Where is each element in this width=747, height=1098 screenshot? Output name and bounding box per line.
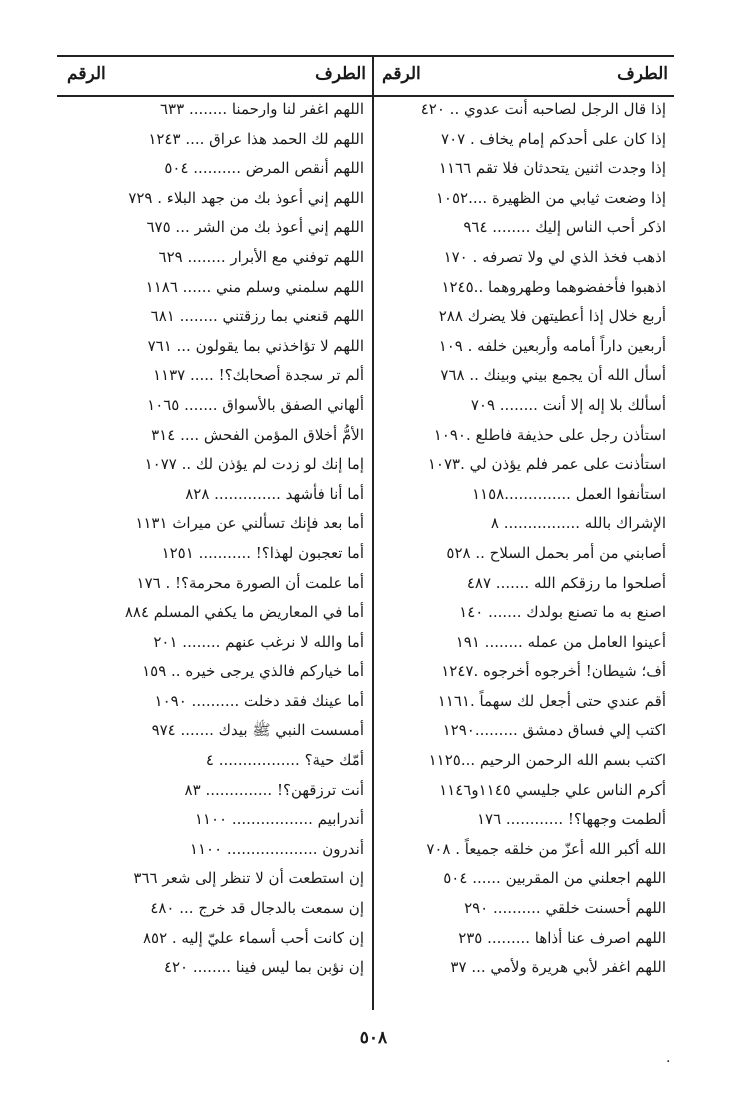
index-entry: أندرون ................... ١١٠٠ — [189, 839, 364, 858]
index-entry: أما علمت أن الصورة محرمة؟! . ١٧٦ — [136, 573, 364, 592]
index-entry: أربعين داراً أمامه وأربعين خلفه . ١٠٩ — [438, 336, 666, 355]
index-entry: الإشراك بالله ................ ٨ — [490, 514, 666, 533]
index-entry: أسأل الله أن يجمع بيني وبينك .. ٧٦٨ — [440, 366, 666, 385]
index-entry: إما إنك لو زدت لم يؤذن لك .. ١٠٧٧ — [144, 455, 364, 474]
index-entry: اللهم أنقص المرض .......... ٥٠٤ — [164, 159, 364, 178]
number-header: الرقم — [382, 64, 421, 84]
left-column-header — [57, 55, 372, 95]
index-entry: أما في المعاريض ما يكفي المسلم ٨٨٤ — [124, 603, 364, 622]
index-entry: اكتب بسم الله الرحمن الرحيم ...١١٢٥ — [428, 751, 666, 770]
index-entry: إن سمعت بالدجال قد خرج ... ٤٨٠ — [150, 899, 364, 918]
index-entry: أسألك بلا إله إلا أنت ........ ٧٠٩ — [470, 395, 666, 414]
index-entry: أنت ترزقهن؟! .............. ٨٣ — [184, 780, 364, 799]
index-entry: اللهم اصرف عنا أذاها ......... ٢٣٥ — [458, 928, 666, 947]
index-entry: الله أكبر الله أعزّ من خلقه جميعاً . ٧٠٨ — [426, 839, 666, 858]
index-entry: أما والله لا نرغب عنهم ........ ٢٠١ — [153, 632, 364, 651]
index-entry: استأذن رجل على حذيفة فاطلع .١٠٩٠ — [433, 425, 666, 444]
index-entry: اللهم لك الحمد هذا عراق .... ١٢٤٣ — [148, 129, 364, 148]
index-entry: استأنفوا العمل ..............١١٥٨ — [471, 484, 666, 503]
index-entry: إن نؤبن بما ليس فينا ........ ٤٢٠ — [163, 958, 364, 977]
index-entry: اللهم أحسنت خلقي .......... ٢٩٠ — [464, 899, 666, 918]
left-column — [57, 55, 372, 983]
index-entry: ألطمت وجهها؟! ............ ١٧٦ — [476, 810, 666, 829]
index-entry: أندرابيم ................. ١١٠٠ — [194, 810, 364, 829]
index-entry: اكتب إلي فساق دمشق .........١٢٩٠ — [442, 721, 666, 740]
term-header: الطرف — [617, 64, 668, 84]
right-column-header — [372, 55, 674, 95]
index-entry: إذا وضعت ثيابي من الظهيرة ....١٠٥٢ — [435, 188, 666, 207]
index-entry: أما بعد فإنك تسألني عن ميراث ١١٣١ — [135, 514, 364, 533]
index-entry: الأمُّ أخلاق المؤمن الفحش .... ٣١٤ — [151, 425, 364, 444]
index-entry: إن استطعت أن لا تنظر إلى شعر ٣٦٦ — [133, 869, 364, 888]
index-entry: اللهم اغفر لنا وارحمنا ........ ٦٣٣ — [160, 100, 364, 118]
index-entry: ألهاني الصفق بالأسواق ....... ١٠٦٥ — [147, 395, 364, 414]
index-entry: إذا قال الرجل لصاحبه أنت عدوي .. ٤٢٠ — [420, 100, 666, 118]
index-entry: اصنع به ما تصنع بولدك ....... ١٤٠ — [459, 603, 666, 622]
index-entry: اللهم اجعلني من المقربين ...... ٥٠٤ — [443, 869, 666, 888]
index-entry: استأذنت على عمر فلم يؤذن لي .١٠٧٣ — [427, 455, 666, 474]
index-entry: اذهب فخذ الذي لي ولا تصرفه . ١٧٠ — [443, 247, 666, 266]
index-entry: أصلحوا ما رزقكم الله ....... ٤٨٧ — [466, 573, 666, 592]
right-column — [372, 55, 674, 983]
index-entry: أما عينك فقد دخلت .......... ١٠٩٠ — [154, 691, 364, 710]
right-entries-list — [372, 95, 674, 983]
index-entry: إن كانت أحب أسماء عليّ إليه . ٨٥٢ — [142, 928, 364, 947]
index-entry: اللهم سلمني وسلم مني ...... ١١٨٦ — [145, 277, 364, 296]
index-entry: اللهم قنعني بما رزقتني ........ ٦٨١ — [150, 307, 364, 326]
index-entry: إذا كان على أحدكم إمام يخاف . ٧٠٧ — [441, 129, 666, 148]
index-entry: اللهم لا تؤاخذني بما يقولون ... ٧٦١ — [147, 336, 364, 355]
index-entry: أصابني من أمر بحمل السلاح .. ٥٢٨ — [446, 543, 666, 562]
footer-mark: . — [666, 1050, 671, 1066]
index-entry: اذهبوا فأخفضوهما وطهروهما ..١٢٤٥ — [441, 277, 666, 296]
index-entry: أقم عندي حتى أجعل لك سهماً .١١٦١ — [437, 691, 666, 710]
index-entry: أما أنا فأشهد .............. ٨٢٨ — [185, 484, 364, 503]
index-entry: أف؛ شيطان! أخرجوه أخرجوه .١٢٤٧ — [441, 662, 666, 681]
index-entry: اللهم اغفر لأبي هريرة ولأمي ... ٣٧ — [450, 958, 666, 977]
term-header: الطرف — [315, 64, 366, 84]
index-entry: اللهم إني أعوذ بك من جهد البلاء . ٧٢٩ — [128, 188, 364, 207]
index-entry: أما تعجبون لهذا؟! ........... ١٢٥١ — [161, 543, 364, 562]
index-entry: أربع خلال إذا أعطيتهن فلا يضرك ٢٨٨ — [438, 307, 666, 326]
index-entry: اللهم إني أعوذ بك من الشر ... ٦٧٥ — [146, 218, 364, 237]
index-entry: أعينوا العامل من عمله ........ ١٩١ — [455, 632, 666, 651]
index-entry: اللهم توفني مع الأبرار ........ ٦٢٩ — [158, 247, 364, 266]
index-entry: أكرم الناس علي جليسي ١١٤٥و١١٤٦ — [439, 780, 666, 799]
index-entry: اذكر أحب الناس إليك ........ ٩٦٤ — [463, 218, 666, 237]
number-header: الرقم — [67, 64, 106, 84]
index-entry: ألم تر سجدة أصحابك؟! ..... ١١٣٧ — [152, 366, 364, 385]
index-entry: أمسست النبي ﷺ بيدك ....... ٩٧٤ — [151, 721, 364, 740]
index-entry: إذا وجدت اثنين يتحدثان فلا تقم ١١٦٦ — [438, 159, 666, 178]
index-entry: أمّك حية؟ ................. ٤ — [205, 751, 364, 770]
left-entries-list — [57, 95, 372, 983]
page-number: ٥٠٨ — [359, 1028, 388, 1048]
index-entry: أما خياركم فالذي يرجى خيره .. ١٥٩ — [142, 662, 364, 681]
